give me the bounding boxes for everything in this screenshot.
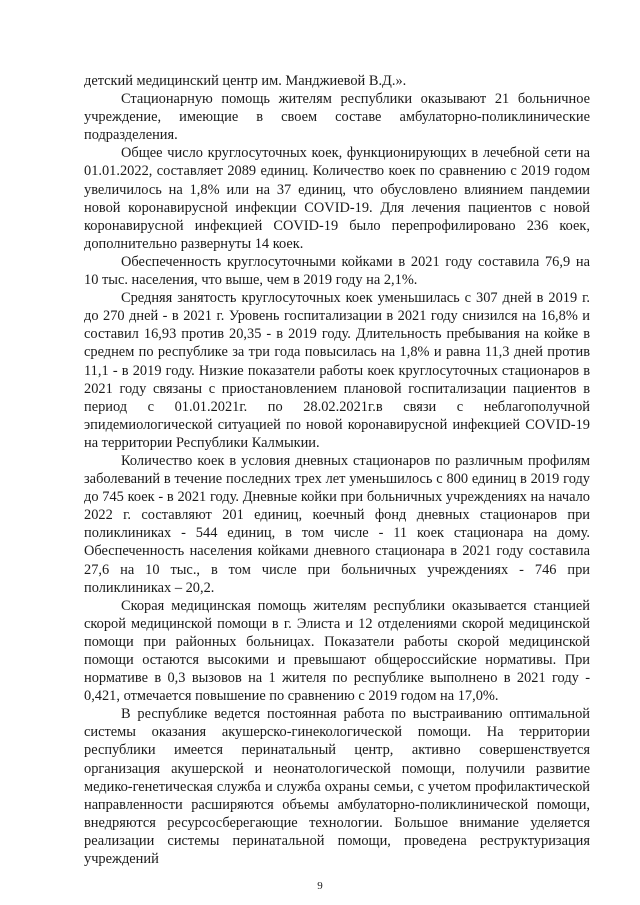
page-number: 9 [317,880,323,892]
paragraph-obstetric-care: В республике ведется постоянная работа по выстраиванию оптимальной системы оказания акушерско-гинекологической помощи. На территории республики имеется перинатальный центр, активно совершенствуется организация акушерской и неонатологической помощи, получили развитие медико-генетическая служба и служба охраны семьи, с учетом профилактической направленности расширяются объемы амбулаторно-поликлинической помощи, внедряются ресурсосберегающие технологии. Большое внимание уделяется реализации системы перинатальной помощи, проведена реструктуризация учреждений [84,706,590,868]
paragraph-bed-occupancy: Средняя занятость круглосуточных коек уменьшилась с 307 дней в 2019 г. до 270 дней - в 2021 г. Уровень госпитализации в 2021 году снизился на 16,8% и составил 16,93 против 20,35 - в 2019 году. Длительность пребывания на койке в среднем по республике за три года повысилась на 1,8% и равна 11,3 дней против 11,1 - в 2019 году. Низкие показатели работы коек круглосуточных стационаров в 2021 году связаны с приостановлением плановой госпитализации пациентов в период с 01.01.2021г. по 28.02.2021г.в связи с неблагополучной эпидемиологической ситуацией по новой коронавирусной инфекцией COVID-19 на территории Республики Калмыкии. [84,290,590,451]
paragraph-bed-count: Общее число круглосуточных коек, функционирующих в лечебной сети на 01.01.2022, составляет 2089 единиц. Количество коек по сравнению с 2019 годом увеличилось на 1,8% или на 37 единиц, что обусловлено влиянием пандемии новой коронавирусной инфекции COVID-19. Для лечения пациентов с новой коронавирусной инфекцией COVID-19 было перепрофилировано 236 коек, дополнительно развернуты 14 коек. [84,145,590,252]
paragraph-bed-provision: Обеспеченность круглосуточными койками в 2021 году составила 76,9 на 10 тыс. населения, что выше, чем в 2019 году на 2,1%. [84,253,590,289]
paragraph-emergency-care: Скорая медицинская помощь жителям республики оказывается станцией скорой медицинской помощи в г. Элиста и 12 отделениями скорой медицинской помощи при районных больницах. Показатели работы скорой медицинской помощи остаются высокими и превышают общероссийские нормативы. При нормативе в 0,3 вызовов на 1 жителя по республике выполнено в 2021 году - 0,421, отмечается повышение по сравнению с 2019 годом на 17,0%. [84,597,590,705]
document-body [84,72,590,868]
paragraph-continuation: детский медицинский центр им. Манджиевой В.Д.». [84,73,407,89]
paragraph-inpatient-care: Стационарную помощь жителям республики оказывают 21 больничное учреждение, имеющие в своем составе амбулаторно-поликлинические подразделения. [84,91,590,144]
paragraph-day-hospitals: Количество коек в условия дневных стационаров по различным профилям заболеваний в течение последних трех лет уменьшилось с 800 единиц в 2019 году до 745 коек - в 2021 году. Дневные койки при больничных учреждениях на начало 2022 г. составляют 201 единиц, коечный фонд дневных стационаров при поликлиниках - 544 единиц, в том числе - 11 коек стационара на дому. Обеспеченность населения койками дневного стационара в 2021 году составила 27,6 на 10 тыс., в том числе при больничных учреждениях - 746 при поликлиниках – 20,2. [84,452,590,596]
